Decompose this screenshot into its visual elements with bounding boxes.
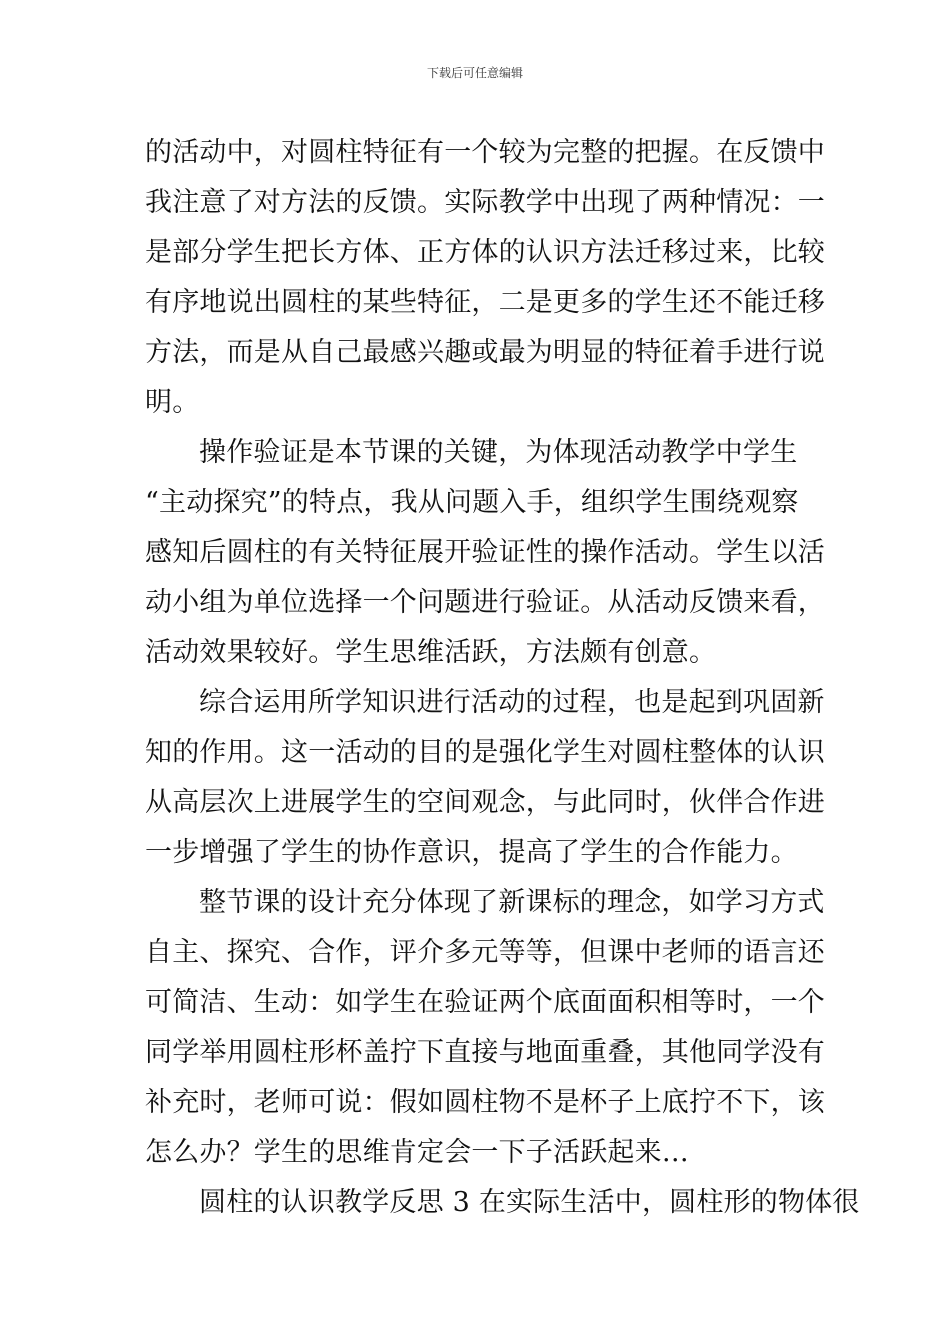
text-line: 是部分学生把长方体、正方体的认识方法迁移过来，比较 (145, 237, 825, 268)
text-line: 一步增强了学生的协作意识，提高了学生的合作能力。 (145, 837, 798, 868)
text-line: 有序地说出圆柱的某些特征，二是更多的学生还不能迁移 (145, 287, 825, 318)
text-line: 操作验证是本节课的关键，为体现活动教学中学生 (199, 437, 798, 468)
text-line: 知的作用。这一活动的目的是强化学生对圆柱整体的认识 (145, 737, 825, 768)
text-line: 的活动中，对圆柱特征有一个较为完整的把握。在反馈中 (145, 137, 825, 168)
text-line: 自主、探究、合作，评介多元等等，但课中老师的语言还 (145, 937, 825, 968)
text-line: “主动探究”的特点，我从问题入手，组织学生围绕观察 (145, 487, 799, 518)
text-line: 整节课的设计充分体现了新课标的理念，如学习方式 (199, 887, 825, 918)
text-line: 同学举用圆柱形杯盖拧下直接与地面重叠，其他同学没有 (145, 1037, 825, 1068)
text-line: 综合运用所学知识进行活动的过程，也是起到巩固新 (199, 687, 825, 718)
text-line: 动小组为单位选择一个问题进行验证。从活动反馈来看， (145, 587, 825, 618)
document-body (145, 128, 860, 1228)
text-line: 方法，而是从自己最感兴趣或最为明显的特征着手进行说 (145, 337, 825, 368)
text-line: 明。 (145, 387, 200, 418)
text-line: 我注意了对方法的反馈。实际教学中出现了两种情况：一 (145, 187, 825, 218)
text-line: 可简洁、生动：如学生在验证两个底面面积相等时，一个 (145, 987, 825, 1018)
text-line: 活动效果较好。学生思维活跃，方法颇有创意。 (145, 637, 717, 668)
page-header: 下载后可任意编辑 (426, 66, 523, 80)
text-line: 圆柱的认识教学反思 3 在实际生活中，圆柱形的物体很 (199, 1187, 860, 1218)
text-line: 从高层次上进展学生的空间观念，与此同时，伙伴合作进 (145, 787, 825, 818)
text-line: 怎么办？学生的思维肯定会一下子活跃起来… (145, 1137, 689, 1168)
text-line: 感知后圆柱的有关特征展开验证性的操作活动。学生以活 (145, 537, 825, 568)
text-line: 补充时，老师可说：假如圆柱物不是杯子上底拧不下，该 (145, 1087, 825, 1118)
